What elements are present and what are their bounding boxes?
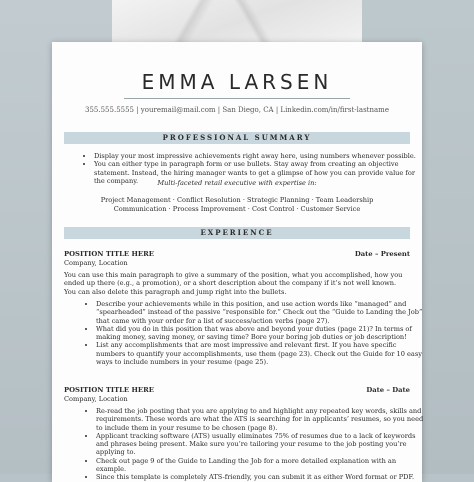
tagline: Multi-faceted retail executive with expertise in: bbox=[157, 179, 317, 187]
resume-name: EMMA LARSEN bbox=[141, 70, 333, 94]
summary-heading: PROFESSIONAL SUMMARY bbox=[162, 133, 312, 142]
resume-page bbox=[52, 42, 422, 482]
experience-heading-band bbox=[64, 227, 410, 239]
position-title: POSITION TITLE HERE bbox=[64, 386, 154, 394]
position-bullet: • Check out page 9 of the Guide to Landing the Job for a more detailed explanation with an example. bbox=[96, 457, 426, 474]
position-company: Company, Location bbox=[64, 259, 128, 267]
position-summary: You can use this main paragraph to give a summary of the position, what you accomplished, how you ended up there (e.g., a promotion), or a short description about the company if it’s not well known. You can also delete this paragraph and jump right into the bullets. bbox=[64, 271, 403, 296]
position-title: POSITION TITLE HERE bbox=[64, 250, 154, 258]
skills-line: Communication · Process Improvement · Cost Control · Customer Service bbox=[113, 205, 361, 213]
position-date: Date – Present bbox=[354, 250, 410, 258]
position-bullet: • Re-read the job posting that you are applying to and highlight any repeated key words, skills and requirements. These words are what the ATS is searching for in applicants’ resumes, so you need to include them in your resume to be chosen (page 8). bbox=[96, 407, 426, 432]
position-company: Company, Location bbox=[64, 395, 128, 403]
summary-heading-band bbox=[64, 132, 410, 144]
position-date: Date – Date bbox=[366, 386, 410, 394]
position-bullet: • Since this template is completely ATS-friendly, you can submit it as either Word format or PDF. bbox=[96, 473, 426, 481]
position-bullet: • Applicant tracking software (ATS) usually eliminates 75% of resumes due to a lack of keywords and phrases being present. Make sure you’re tailoring your resume to the job posting you’re applying to. bbox=[96, 432, 426, 457]
position-bullet: • What did you do in this position that was above and beyond your duties (page 21)? In terms of making money, saving money, or saving time? Bore your boring job duties or job description! bbox=[96, 325, 426, 342]
position-header bbox=[64, 386, 410, 394]
skills-line: Project Management · Conflict Resolution · Strategic Planning · Team Leadership bbox=[100, 196, 374, 204]
experience-heading: EXPERIENCE bbox=[200, 228, 274, 237]
position-bullets bbox=[72, 300, 426, 366]
summary-bullet: • You can either type in paragraph form or use bullets. Stay away from creating an objective statement. Instead, the hiring manager wants to get a glimpse of how you can provide value for the company. bbox=[94, 160, 424, 185]
position-bullets bbox=[72, 407, 426, 482]
position-bullet: • List any accomplishments that are most impressive and relevant first. If you have specific numbers to quantify your accomplishments, use them (page 23). Check out the Guide for 10 easy ways to include numbers in your resume (page 25). bbox=[96, 341, 426, 366]
name-divider bbox=[124, 98, 350, 99]
position-bullet: • Describe your achievements while in this position, and use action words like “managed” and “spearheaded” instead of the passive “responsible for.” Check out the “Guide to Landing the Job” that came with your order for a list of success/action verbs (page 27). bbox=[96, 300, 426, 325]
position-header bbox=[64, 250, 410, 258]
contact-line: 355.555.5555 | youremail@mail.com | San Diego, CA | Linkedin.com/in/first-lastname bbox=[85, 106, 389, 114]
summary-bullet: • Display your most impressive achievements right away here, using numbers whenever possible. bbox=[94, 152, 424, 160]
